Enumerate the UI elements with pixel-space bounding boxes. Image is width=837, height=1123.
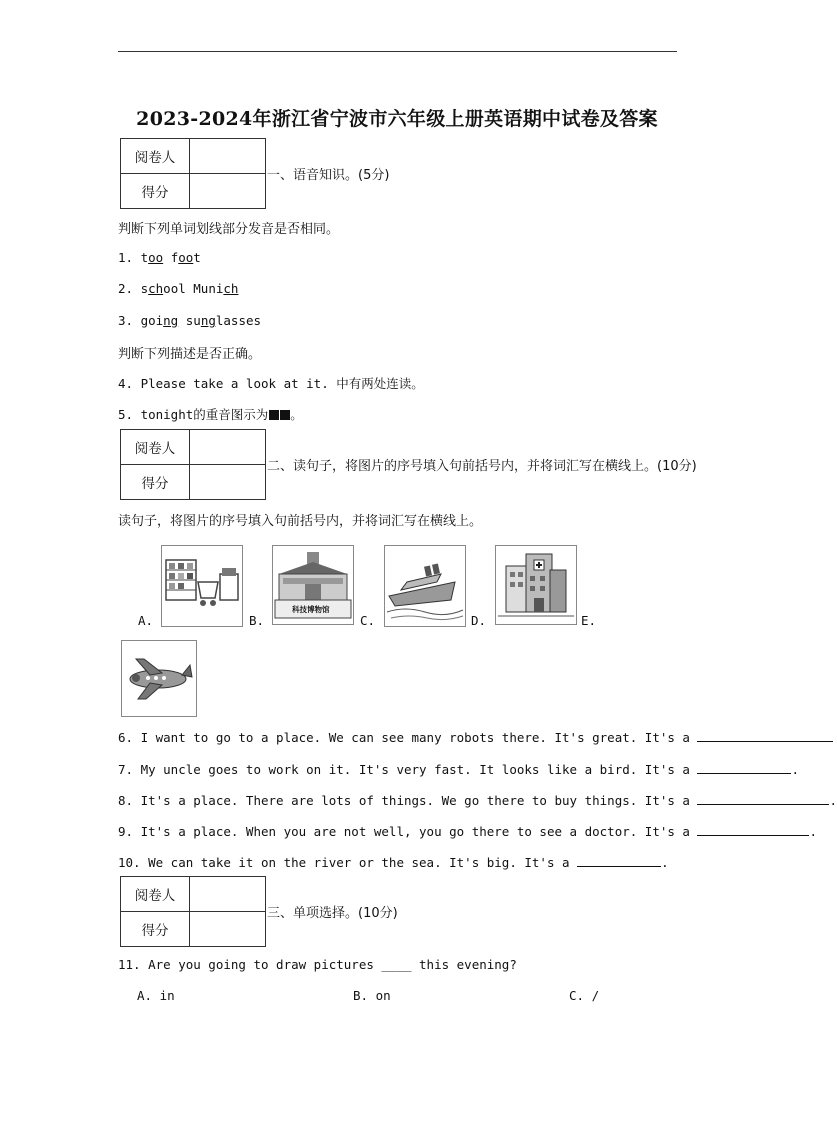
answer-blank[interactable] — [697, 822, 809, 836]
option-label-e: E. — [581, 613, 597, 628]
answer-blank[interactable] — [697, 760, 791, 774]
question-3: 3. going sunglasses — [118, 313, 262, 328]
grader-table-2 — [120, 429, 266, 500]
question-5: 5. tonight的重音图示为 。 — [118, 407, 303, 422]
score-field — [190, 174, 266, 209]
grader-table-1 — [120, 138, 266, 209]
section1-instruction2: 判断下列描述是否正确。 — [118, 347, 262, 362]
score-label: 得分 — [121, 174, 190, 209]
supermarket-icon — [161, 545, 243, 627]
q11-option-c[interactable]: C. / — [569, 988, 600, 1003]
question-10: 10. We can take it on the river or the sea. It's big. It's a . — [118, 855, 669, 870]
score-field — [190, 465, 266, 500]
section3-heading: 三、单项选择。(10分) — [267, 906, 398, 921]
question-6: 6. I want to go to a place. We can see many robots there. It's great. It's a — [118, 728, 833, 745]
section2-heading: 二、读句子，将图片的序号填入句前括号内，并将词汇写在横线上。(10分) — [267, 459, 697, 474]
grader-table-3 — [120, 876, 266, 947]
question-7: 7. My uncle goes to work on it. It's very fast. It looks like a bird. It's a . — [118, 762, 800, 777]
score-label: 得分 — [121, 912, 190, 947]
ship-icon — [384, 545, 466, 627]
header-rule — [118, 51, 677, 52]
question-9: 9. It's a place. When you are not well, you go there to see a doctor. It's a . — [118, 824, 818, 839]
reviewer-field — [190, 430, 266, 465]
q11-option-a[interactable]: A. in — [137, 988, 175, 1003]
section2-instruction: 读句子，将图片的序号填入句前括号内，并将词汇写在横线上。 — [118, 514, 483, 529]
reviewer-field — [190, 877, 266, 912]
section1-instruction1: 判断下列单词划线部分发音是否相同。 — [118, 222, 340, 237]
museum-sign: 科技博物馆 — [292, 605, 330, 614]
reviewer-field — [190, 139, 266, 174]
question-8: 8. It's a place. There are lots of things. We go there to buy things. It's a . — [118, 793, 837, 808]
stress-square-icon — [269, 410, 279, 420]
science-museum-icon — [272, 545, 354, 625]
answer-blank[interactable] — [697, 791, 829, 805]
answer-blank[interactable] — [577, 853, 661, 867]
option-label: A. — [138, 613, 154, 628]
score-field — [190, 912, 266, 947]
plane-icon — [121, 640, 197, 717]
answer-blank[interactable] — [697, 728, 833, 742]
reviewer-label: 阅卷人 — [121, 877, 190, 912]
score-label: 得分 — [121, 465, 190, 500]
q11-option-b[interactable]: B. on — [353, 988, 391, 1003]
stress-square-icon — [280, 410, 290, 420]
section1-heading: 一、语音知识。(5分) — [267, 168, 390, 183]
reviewer-label: 阅卷人 — [121, 139, 190, 174]
page-title: 2023-2024年浙江省宁波市六年级上册英语期中试卷及答案 — [136, 108, 658, 130]
question-2: 2. school Munich — [118, 281, 239, 296]
question-11: 11. Are you going to draw pictures ____ this evening? — [118, 957, 517, 972]
reviewer-label: 阅卷人 — [121, 430, 190, 465]
option-label: C. — [360, 613, 376, 628]
option-label: B. — [249, 613, 265, 628]
question-1: 1. too foot — [118, 250, 201, 265]
option-label: D. — [471, 613, 487, 628]
question-4: 4. Please take a look at it. 中有两处连读。 — [118, 376, 424, 391]
hospital-icon — [495, 545, 577, 625]
